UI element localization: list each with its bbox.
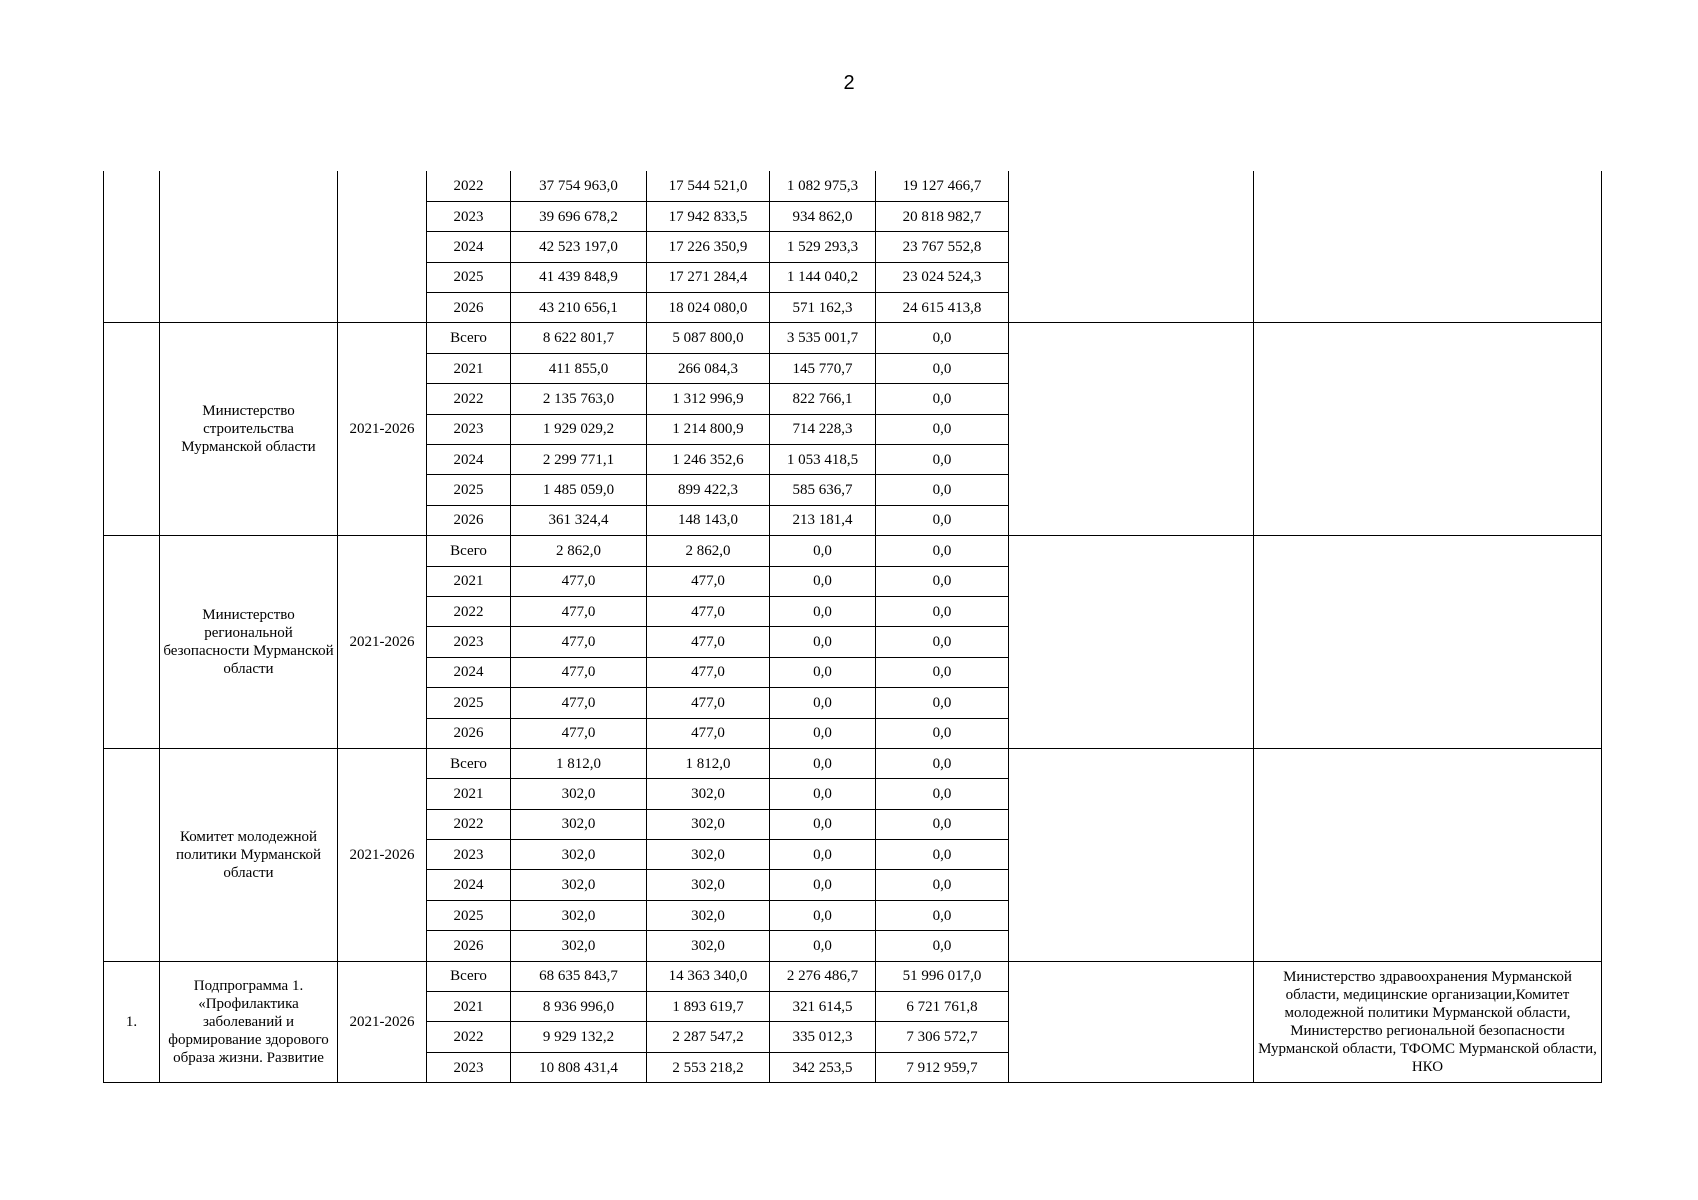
total-cell: 477,0 bbox=[511, 566, 647, 596]
federal-cell: 302,0 bbox=[647, 900, 770, 930]
table-row bbox=[104, 171, 1602, 201]
federal-cell: 17 226 350,9 bbox=[647, 232, 770, 262]
regional-cell: 3 535 001,7 bbox=[770, 323, 876, 353]
total-cell: 41 439 848,9 bbox=[511, 262, 647, 292]
year-cell: 2026 bbox=[427, 718, 511, 748]
year-cell: 2026 bbox=[427, 505, 511, 535]
other-cell: 0,0 bbox=[876, 688, 1009, 718]
total-cell: 411 855,0 bbox=[511, 353, 647, 383]
total-cell: 1 485 059,0 bbox=[511, 475, 647, 505]
table-row bbox=[104, 748, 1602, 778]
year-cell: 2022 bbox=[427, 384, 511, 414]
regional-cell: 0,0 bbox=[770, 596, 876, 626]
target-cell bbox=[1009, 536, 1254, 749]
other-cell: 0,0 bbox=[876, 566, 1009, 596]
federal-cell: 302,0 bbox=[647, 870, 770, 900]
regional-cell: 321 614,5 bbox=[770, 992, 876, 1022]
table-row bbox=[104, 323, 1602, 353]
year-cell: 2024 bbox=[427, 870, 511, 900]
federal-cell: 302,0 bbox=[647, 779, 770, 809]
federal-cell: 1 214 800,9 bbox=[647, 414, 770, 444]
total-cell: 477,0 bbox=[511, 718, 647, 748]
regional-cell: 934 862,0 bbox=[770, 201, 876, 231]
section-period: 2021-2026 bbox=[338, 323, 427, 536]
total-cell: 37 754 963,0 bbox=[511, 171, 647, 201]
other-cell: 6 721 761,8 bbox=[876, 992, 1009, 1022]
regional-cell: 571 162,3 bbox=[770, 293, 876, 323]
total-cell: 42 523 197,0 bbox=[511, 232, 647, 262]
other-cell: 0,0 bbox=[876, 627, 1009, 657]
table-row bbox=[104, 961, 1602, 991]
federal-cell: 1 812,0 bbox=[647, 748, 770, 778]
other-cell: 23 024 524,3 bbox=[876, 262, 1009, 292]
federal-cell: 17 544 521,0 bbox=[647, 171, 770, 201]
total-cell: 302,0 bbox=[511, 779, 647, 809]
total-cell: 39 696 678,2 bbox=[511, 201, 647, 231]
regional-cell: 1 144 040,2 bbox=[770, 262, 876, 292]
other-cell: 0,0 bbox=[876, 353, 1009, 383]
federal-cell: 1 246 352,6 bbox=[647, 445, 770, 475]
regional-cell: 0,0 bbox=[770, 536, 876, 566]
other-cell: 0,0 bbox=[876, 931, 1009, 961]
federal-cell: 899 422,3 bbox=[647, 475, 770, 505]
year-cell: Всего bbox=[427, 536, 511, 566]
regional-cell: 585 636,7 bbox=[770, 475, 876, 505]
regional-cell: 0,0 bbox=[770, 931, 876, 961]
federal-cell: 302,0 bbox=[647, 809, 770, 839]
year-cell: 2025 bbox=[427, 900, 511, 930]
regional-cell: 0,0 bbox=[770, 900, 876, 930]
regional-cell: 213 181,4 bbox=[770, 505, 876, 535]
total-cell: 477,0 bbox=[511, 657, 647, 687]
other-cell: 0,0 bbox=[876, 445, 1009, 475]
total-cell: 302,0 bbox=[511, 809, 647, 839]
target-cell bbox=[1009, 171, 1254, 323]
other-cell: 7 912 959,7 bbox=[876, 1052, 1009, 1082]
year-cell: 2021 bbox=[427, 353, 511, 383]
table-row bbox=[104, 536, 1602, 566]
federal-cell: 302,0 bbox=[647, 840, 770, 870]
section-number bbox=[104, 323, 160, 536]
regional-cell: 0,0 bbox=[770, 718, 876, 748]
federal-cell: 477,0 bbox=[647, 627, 770, 657]
total-cell: 1 929 029,2 bbox=[511, 414, 647, 444]
target-cell bbox=[1009, 748, 1254, 961]
regional-cell: 1 082 975,3 bbox=[770, 171, 876, 201]
year-cell: 2023 bbox=[427, 840, 511, 870]
regional-cell: 714 228,3 bbox=[770, 414, 876, 444]
year-cell: 2023 bbox=[427, 414, 511, 444]
other-cell: 20 818 982,7 bbox=[876, 201, 1009, 231]
other-cell: 24 615 413,8 bbox=[876, 293, 1009, 323]
federal-cell: 477,0 bbox=[647, 718, 770, 748]
other-cell: 0,0 bbox=[876, 900, 1009, 930]
federal-cell: 302,0 bbox=[647, 931, 770, 961]
section-number: 1. bbox=[104, 961, 160, 1083]
other-cell: 51 996 017,0 bbox=[876, 961, 1009, 991]
other-cell: 0,0 bbox=[876, 748, 1009, 778]
section-executor bbox=[1254, 748, 1602, 961]
other-cell: 0,0 bbox=[876, 779, 1009, 809]
executor-cell bbox=[1254, 171, 1602, 323]
year-cell: 2023 bbox=[427, 201, 511, 231]
regional-cell: 0,0 bbox=[770, 870, 876, 900]
federal-cell: 2 287 547,2 bbox=[647, 1022, 770, 1052]
section-number bbox=[104, 536, 160, 749]
target-cell bbox=[1009, 323, 1254, 536]
regional-cell: 0,0 bbox=[770, 657, 876, 687]
federal-cell: 5 087 800,0 bbox=[647, 323, 770, 353]
other-cell: 0,0 bbox=[876, 323, 1009, 353]
federal-cell: 477,0 bbox=[647, 688, 770, 718]
section-period: 2021-2026 bbox=[338, 748, 427, 961]
year-cell: 2024 bbox=[427, 232, 511, 262]
other-cell: 0,0 bbox=[876, 475, 1009, 505]
year-cell: 2024 bbox=[427, 445, 511, 475]
regional-cell: 335 012,3 bbox=[770, 1022, 876, 1052]
page-number: 2 bbox=[843, 72, 855, 94]
total-cell: 2 135 763,0 bbox=[511, 384, 647, 414]
other-cell: 0,0 bbox=[876, 840, 1009, 870]
year-cell: 2022 bbox=[427, 809, 511, 839]
other-cell: 0,0 bbox=[876, 657, 1009, 687]
total-cell: 9 929 132,2 bbox=[511, 1022, 647, 1052]
regional-cell: 0,0 bbox=[770, 688, 876, 718]
num-cell bbox=[104, 171, 160, 323]
other-cell: 7 306 572,7 bbox=[876, 1022, 1009, 1052]
total-cell: 477,0 bbox=[511, 627, 647, 657]
section-name: Министерство строительства Мурманской области bbox=[160, 323, 338, 536]
other-cell: 23 767 552,8 bbox=[876, 232, 1009, 262]
other-cell: 0,0 bbox=[876, 414, 1009, 444]
regional-cell: 0,0 bbox=[770, 566, 876, 596]
target-cell bbox=[1009, 961, 1254, 1083]
federal-cell: 14 363 340,0 bbox=[647, 961, 770, 991]
section-period: 2021-2026 bbox=[338, 961, 427, 1083]
year-cell: 2025 bbox=[427, 262, 511, 292]
year-cell: 2022 bbox=[427, 171, 511, 201]
federal-cell: 477,0 bbox=[647, 596, 770, 626]
year-cell: 2024 bbox=[427, 657, 511, 687]
total-cell: 302,0 bbox=[511, 840, 647, 870]
regional-cell: 342 253,5 bbox=[770, 1052, 876, 1082]
total-cell: 477,0 bbox=[511, 688, 647, 718]
other-cell: 0,0 bbox=[876, 505, 1009, 535]
year-cell: 2025 bbox=[427, 688, 511, 718]
other-cell: 19 127 466,7 bbox=[876, 171, 1009, 201]
year-cell: 2022 bbox=[427, 596, 511, 626]
regional-cell: 145 770,7 bbox=[770, 353, 876, 383]
federal-cell: 17 942 833,5 bbox=[647, 201, 770, 231]
regional-cell: 0,0 bbox=[770, 809, 876, 839]
section-name: Комитет молодежной политики Мурманской области bbox=[160, 748, 338, 961]
total-cell: 10 808 431,4 bbox=[511, 1052, 647, 1082]
section-number bbox=[104, 748, 160, 961]
federal-cell: 477,0 bbox=[647, 566, 770, 596]
other-cell: 0,0 bbox=[876, 384, 1009, 414]
section-name: Министерство региональной безопасности Мурманской области bbox=[160, 536, 338, 749]
total-cell: 68 635 843,7 bbox=[511, 961, 647, 991]
regional-cell: 0,0 bbox=[770, 840, 876, 870]
other-cell: 0,0 bbox=[876, 870, 1009, 900]
total-cell: 43 210 656,1 bbox=[511, 293, 647, 323]
total-cell: 2 299 771,1 bbox=[511, 445, 647, 475]
year-cell: 2026 bbox=[427, 931, 511, 961]
year-cell: 2023 bbox=[427, 1052, 511, 1082]
year-cell: 2023 bbox=[427, 627, 511, 657]
total-cell: 2 862,0 bbox=[511, 536, 647, 566]
federal-cell: 2 553 218,2 bbox=[647, 1052, 770, 1082]
federal-cell: 1 312 996,9 bbox=[647, 384, 770, 414]
year-cell: 2021 bbox=[427, 566, 511, 596]
regional-cell: 1 529 293,3 bbox=[770, 232, 876, 262]
table-body bbox=[104, 171, 1602, 1083]
regional-cell: 0,0 bbox=[770, 748, 876, 778]
regional-cell: 0,0 bbox=[770, 627, 876, 657]
budget-table bbox=[103, 171, 1602, 1083]
federal-cell: 266 084,3 bbox=[647, 353, 770, 383]
section-name: Подпрограмма 1. «Профилактика заболеваний и формирование здорового образа жизни. Развитие bbox=[160, 961, 338, 1083]
total-cell: 302,0 bbox=[511, 900, 647, 930]
section-executor: Министерство здравоохранения Мурманской области, медицинские организации,Комитет молодежной политики Мурманской области, Министерство региональной безопасности Мурманской области, ТФОМС Мурманской области, НКО bbox=[1254, 961, 1602, 1083]
total-cell: 302,0 bbox=[511, 931, 647, 961]
year-cell: 2025 bbox=[427, 475, 511, 505]
regional-cell: 0,0 bbox=[770, 779, 876, 809]
other-cell: 0,0 bbox=[876, 809, 1009, 839]
year-cell: 2026 bbox=[427, 293, 511, 323]
other-cell: 0,0 bbox=[876, 536, 1009, 566]
section-period: 2021-2026 bbox=[338, 536, 427, 749]
regional-cell: 1 053 418,5 bbox=[770, 445, 876, 475]
year-cell: Всего bbox=[427, 961, 511, 991]
name-cell bbox=[160, 171, 338, 323]
total-cell: 8 936 996,0 bbox=[511, 992, 647, 1022]
federal-cell: 17 271 284,4 bbox=[647, 262, 770, 292]
federal-cell: 2 862,0 bbox=[647, 536, 770, 566]
year-cell: 2022 bbox=[427, 1022, 511, 1052]
other-cell: 0,0 bbox=[876, 596, 1009, 626]
total-cell: 1 812,0 bbox=[511, 748, 647, 778]
total-cell: 8 622 801,7 bbox=[511, 323, 647, 353]
section-executor bbox=[1254, 536, 1602, 749]
federal-cell: 1 893 619,7 bbox=[647, 992, 770, 1022]
year-cell: 2021 bbox=[427, 779, 511, 809]
total-cell: 477,0 bbox=[511, 596, 647, 626]
total-cell: 302,0 bbox=[511, 870, 647, 900]
total-cell: 361 324,4 bbox=[511, 505, 647, 535]
regional-cell: 2 276 486,7 bbox=[770, 961, 876, 991]
other-cell: 0,0 bbox=[876, 718, 1009, 748]
federal-cell: 148 143,0 bbox=[647, 505, 770, 535]
regional-cell: 822 766,1 bbox=[770, 384, 876, 414]
year-cell: Всего bbox=[427, 323, 511, 353]
federal-cell: 477,0 bbox=[647, 657, 770, 687]
section-executor bbox=[1254, 323, 1602, 536]
period-cell bbox=[338, 171, 427, 323]
year-cell: 2021 bbox=[427, 992, 511, 1022]
year-cell: Всего bbox=[427, 748, 511, 778]
federal-cell: 18 024 080,0 bbox=[647, 293, 770, 323]
